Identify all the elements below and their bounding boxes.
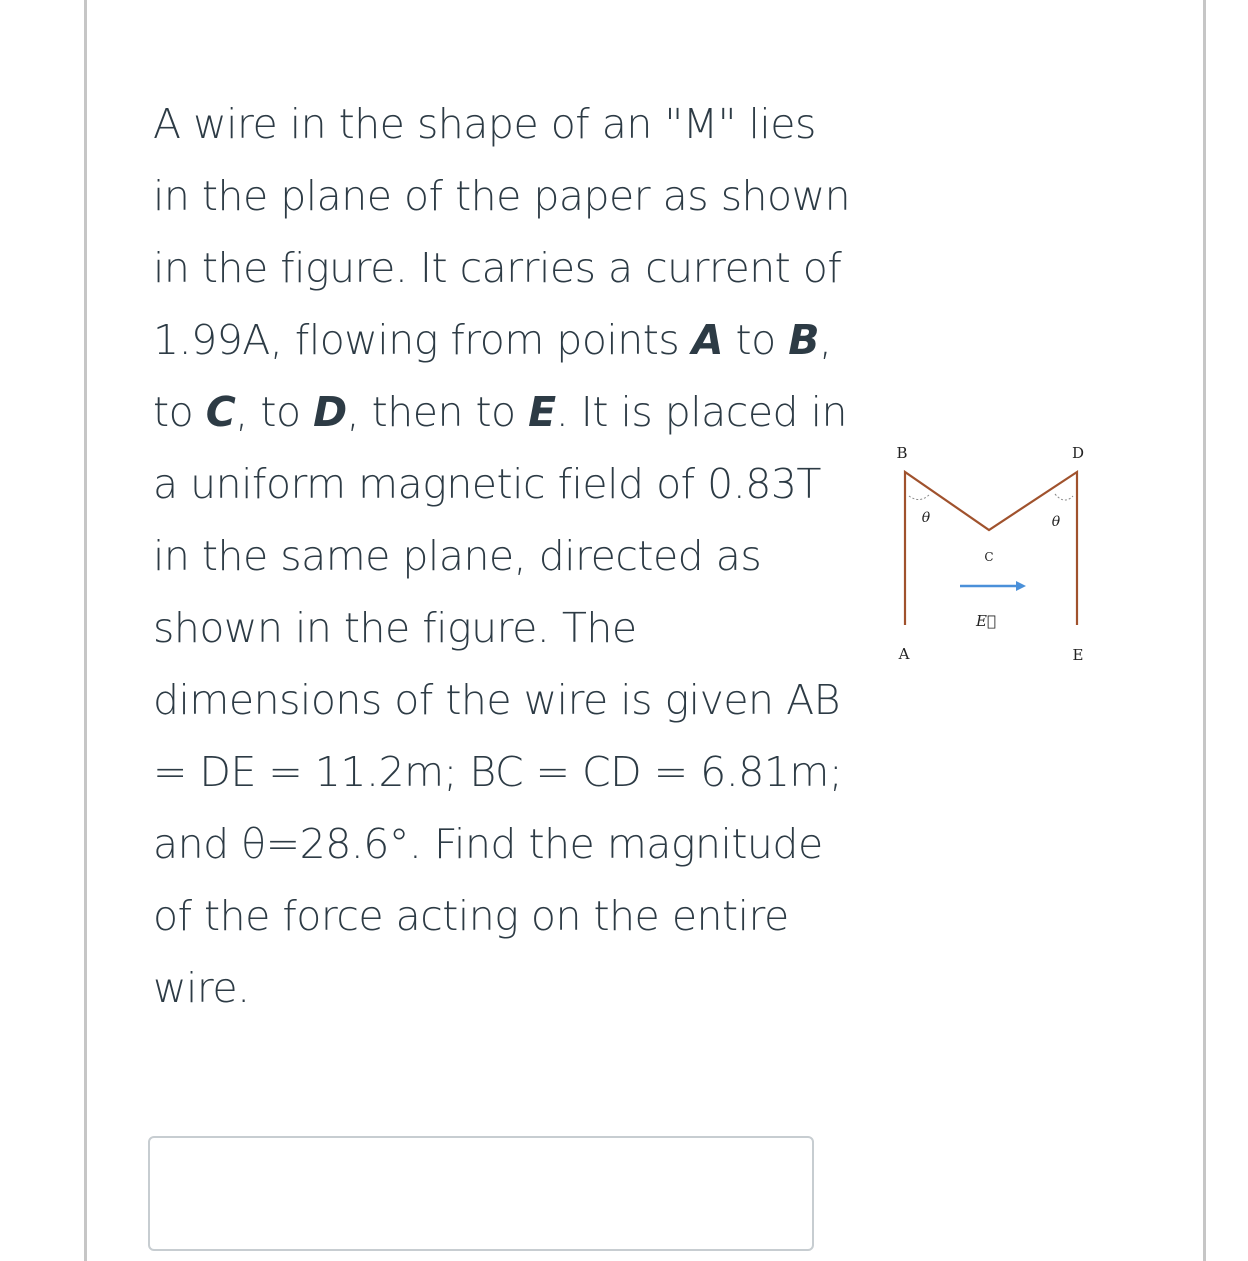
m-wire-figure <box>880 430 1100 680</box>
figure-label-c: C <box>984 550 994 564</box>
figure-label-e: E <box>1072 646 1084 664</box>
question-line: in the figure. It carries a current of <box>153 244 842 292</box>
question-line: a uniform magnetic field of 0.83T <box>153 460 821 508</box>
question-line: to C, to D, then to E. It is placed in <box>153 388 847 436</box>
question-line: = DE = 11.2m; BC = CD = 6.81m; <box>153 748 843 796</box>
theta-arc-left <box>909 494 930 500</box>
question-line: of the force acting on the entire <box>153 892 789 940</box>
question-line: wire. <box>153 964 250 1012</box>
theta-label-left: θ <box>921 510 931 526</box>
question-line: and θ=28.6°. Find the magnitude <box>153 820 823 868</box>
left-border <box>84 0 87 1261</box>
theta-arc-right <box>1055 494 1073 500</box>
question-text <box>153 88 883 1024</box>
right-border <box>1203 0 1206 1261</box>
point-c-label: C <box>205 388 236 436</box>
m-wire <box>905 472 1077 625</box>
question-line: in the same plane, directed as <box>153 532 762 580</box>
figure-label-a: A <box>898 645 910 663</box>
question-line: 1.99A, flowing from points A to B, <box>153 316 832 364</box>
question-line: shown in the figure. The <box>153 604 637 652</box>
figure-label-d: D <box>1071 444 1085 462</box>
question-line: in the plane of the paper as shown <box>153 172 851 220</box>
answer-input[interactable] <box>148 1136 814 1251</box>
field-arrow-head <box>1016 581 1026 591</box>
field-vector-label: E⃗ <box>976 612 996 630</box>
point-d-label: D <box>313 388 347 436</box>
question-line: A wire in the shape of an "M" lies <box>153 100 816 148</box>
point-e-label: E <box>528 388 556 436</box>
theta-label-right: θ <box>1051 514 1061 530</box>
point-b-label: B <box>788 316 819 364</box>
question-line: dimensions of the wire is given AB <box>153 676 840 724</box>
figure-label-b: B <box>896 444 908 462</box>
point-a-label: A <box>691 316 723 364</box>
